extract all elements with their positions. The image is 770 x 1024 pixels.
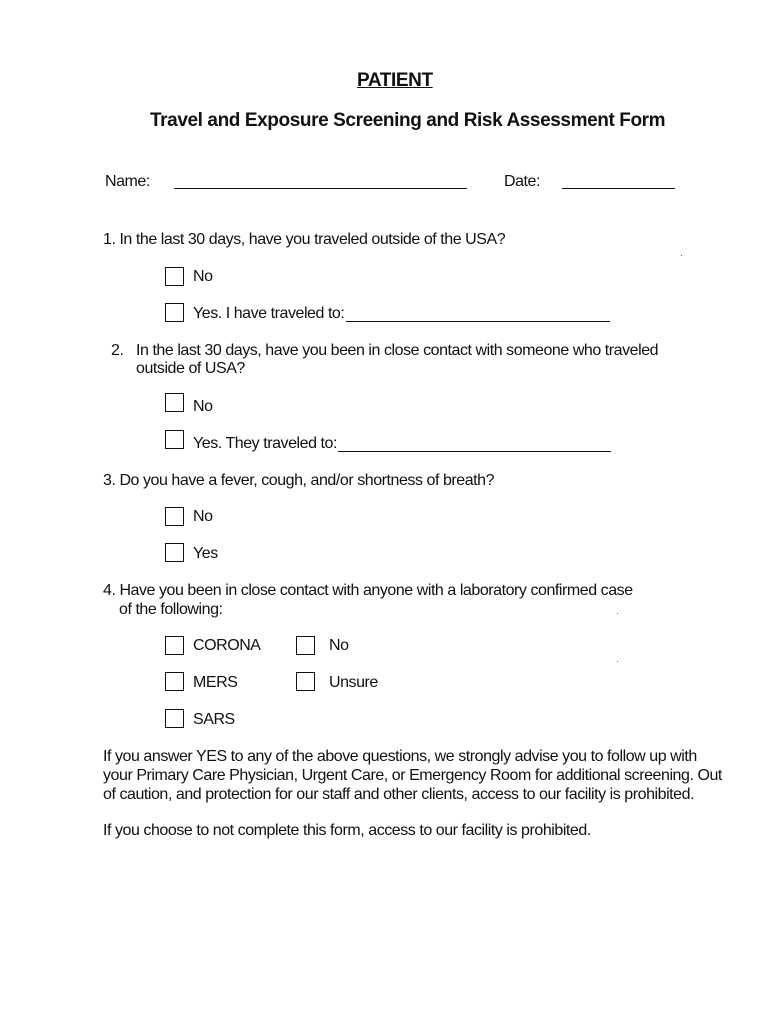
stray-mark — [617, 613, 618, 614]
q1-no-checkbox[interactable] — [165, 267, 184, 286]
q3-yes-label: Yes — [193, 545, 218, 562]
question-4-text-line1: 4. Have you been in close contact with anyone with a laboratory confirmed case — [103, 582, 633, 599]
notice-line-2: your Primary Care Physician, Urgent Care, or Emergency Room for additional screening. Out — [103, 767, 722, 784]
name-label: Name: — [105, 173, 150, 190]
name-field[interactable] — [174, 188, 467, 189]
question-2-text-line1: In the last 30 days, have you been in close contact with someone who traveled — [136, 342, 659, 359]
q2-yes-label: Yes. They traveled to: — [193, 435, 337, 452]
date-label: Date: — [504, 173, 540, 190]
stray-mark — [681, 255, 682, 256]
notice-line-4: If you choose to not complete this form, access to our facility is prohibited. — [103, 822, 591, 839]
q1-yes-checkbox[interactable] — [165, 303, 184, 322]
q4-corona-label: CORONA — [193, 637, 261, 654]
q3-no-checkbox[interactable] — [165, 507, 184, 526]
question-2-number: 2. — [111, 342, 124, 359]
q4-mers-label: MERS — [193, 674, 238, 691]
question-3-text: 3. Do you have a fever, cough, and/or shortness of breath? — [103, 472, 495, 489]
q2-no-checkbox[interactable] — [165, 393, 184, 412]
q2-destination-field[interactable] — [338, 451, 611, 452]
q4-sars-checkbox[interactable] — [165, 709, 184, 728]
q4-unsure-label: Unsure — [329, 674, 378, 691]
q4-sars-label: SARS — [193, 711, 235, 728]
form-label-patient: PATIENT — [357, 70, 433, 91]
q4-corona-checkbox[interactable] — [165, 636, 184, 655]
question-2-text-line2: outside of USA? — [136, 360, 245, 377]
question-4-text-line2: of the following: — [119, 601, 223, 618]
q1-yes-label: Yes. I have traveled to: — [193, 305, 345, 322]
q2-yes-checkbox[interactable] — [165, 430, 184, 449]
q4-no-checkbox[interactable] — [296, 636, 315, 655]
date-field[interactable] — [562, 188, 675, 189]
q4-mers-checkbox[interactable] — [165, 672, 184, 691]
notice-line-1: If you answer YES to any of the above questions, we strongly advise you to follow up with — [103, 748, 697, 765]
q3-yes-checkbox[interactable] — [165, 543, 184, 562]
q1-no-label: No — [193, 268, 213, 285]
q1-destination-field[interactable] — [346, 321, 610, 322]
stray-mark — [617, 661, 618, 662]
notice-line-3: of caution, and protection for our staff and other clients, access to our facility is prohibited. — [103, 786, 695, 803]
form-title: Travel and Exposure Screening and Risk Assessment Form — [150, 110, 666, 131]
q3-no-label: No — [193, 508, 213, 525]
q4-unsure-checkbox[interactable] — [296, 672, 315, 691]
q2-no-label: No — [193, 398, 213, 415]
question-1-text: 1. In the last 30 days, have you traveled outside of the USA? — [103, 231, 506, 248]
q4-no-label: No — [329, 637, 349, 654]
